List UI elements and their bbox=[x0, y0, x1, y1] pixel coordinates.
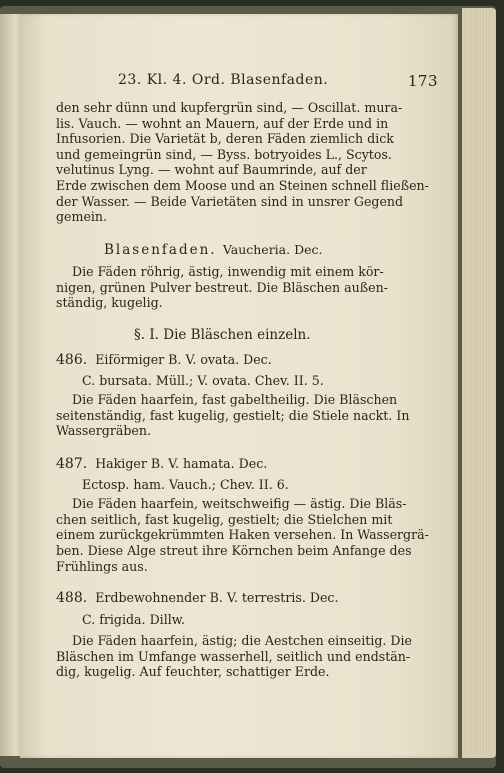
text-line: Infusorien. Die Varietät b, deren Fäden ziemlich dick bbox=[56, 131, 394, 147]
entry-synonym: Ectosp. ham. Vauch.; Chev. II. 6. bbox=[82, 476, 289, 492]
genus-description bbox=[56, 264, 454, 311]
species-entry bbox=[56, 352, 454, 439]
text-line: Bläschen im Umfange wasserhell, seitlich und endstän- bbox=[56, 648, 411, 664]
text-line: dig, kugelig. Auf feuchter, schattiger Erde. bbox=[56, 664, 330, 680]
species-entry bbox=[56, 456, 454, 574]
text-line: Wassergräben. bbox=[56, 423, 151, 439]
book-page bbox=[20, 14, 458, 758]
text-line: ständig, kugelig. bbox=[56, 295, 163, 311]
text-line: ben. Diese Alge streut ihre Körnchen beim Anfange des bbox=[56, 542, 412, 558]
page-header bbox=[118, 72, 438, 88]
entry-number: 486. bbox=[56, 352, 88, 368]
entry-number: 487. bbox=[56, 456, 88, 472]
entry-synonym: C. frigida. Dillw. bbox=[82, 611, 186, 627]
running-head: 23. Kl. 4. Ord. Blasenfaden. bbox=[118, 72, 329, 88]
entry-title: Eiförmiger B. V. ovata. Dec. bbox=[95, 352, 272, 367]
entry-synonym: C. bursata. Müll.; V. ovata. Chev. II. 5. bbox=[82, 372, 324, 388]
text-line: Frühlings aus. bbox=[56, 558, 148, 574]
text-line: Erde zwischen dem Moose und an Steinen schnell fließen- bbox=[56, 177, 429, 193]
text-line: gemein. bbox=[56, 209, 108, 225]
entry-number: 488. bbox=[56, 590, 88, 606]
species-entry bbox=[56, 590, 454, 680]
previous-page-edge bbox=[0, 14, 22, 756]
entry-title-line bbox=[56, 456, 454, 473]
text-line: Die Fäden röhrig, ästig, inwendig mit einem kör- bbox=[72, 264, 384, 279]
text-line: einem zurückgekrümmten Haken versehen. In Wassergrä- bbox=[56, 527, 429, 543]
text-line: seitenständig, fast kugelig, gestielt; die Stiele nackt. In bbox=[56, 407, 410, 423]
section-heading: §. I. Die Bläschen einzeln. bbox=[134, 327, 311, 343]
text-line: chen seitlich, fast kugelig, gestielt; die Stielchen mit bbox=[56, 511, 393, 527]
entry-title: Erdbewohnender B. V. terrestris. Dec. bbox=[95, 590, 339, 605]
genus-heading bbox=[104, 242, 322, 259]
page-edges bbox=[462, 8, 496, 758]
text-line: Die Fäden haarfein, fast gabeltheilig. Die Bläschen bbox=[72, 392, 398, 408]
page-number: 173 bbox=[407, 72, 438, 90]
text-line: der Wasser. — Beide Varietäten sind in unsrer Gegend bbox=[56, 193, 404, 209]
genus-latin-name: Vaucheria. Dec. bbox=[222, 242, 323, 257]
text-line: Die Fäden haarfein, weitschweifig — ästig. Die Bläs- bbox=[72, 496, 407, 512]
text-line: velutinus Lyng. — wohnt auf Baumrinde, auf der bbox=[56, 162, 367, 178]
text-line: nigen, grünen Pulver bestreut. Die Bläschen außen- bbox=[56, 279, 388, 295]
text-line: lis. Vauch. — wohnt an Mauern, auf der Erde und in bbox=[56, 115, 389, 131]
text-line: und gemeingrün sind, — Byss. botryoides L., Scytos. bbox=[56, 146, 392, 162]
text-line: Die Fäden haarfein, ästig; die Aestchen einseitig. Die bbox=[72, 633, 412, 649]
text-line: den sehr dünn und kupfergrün sind, — Oscillat. mura- bbox=[56, 100, 403, 115]
intro-paragraph bbox=[56, 100, 454, 225]
entry-title-line bbox=[56, 352, 454, 369]
genus-name: Blasenfaden. bbox=[104, 242, 217, 258]
entry-title-line bbox=[56, 590, 454, 607]
entry-title: Hakiger B. V. hamata. Dec. bbox=[95, 456, 268, 471]
